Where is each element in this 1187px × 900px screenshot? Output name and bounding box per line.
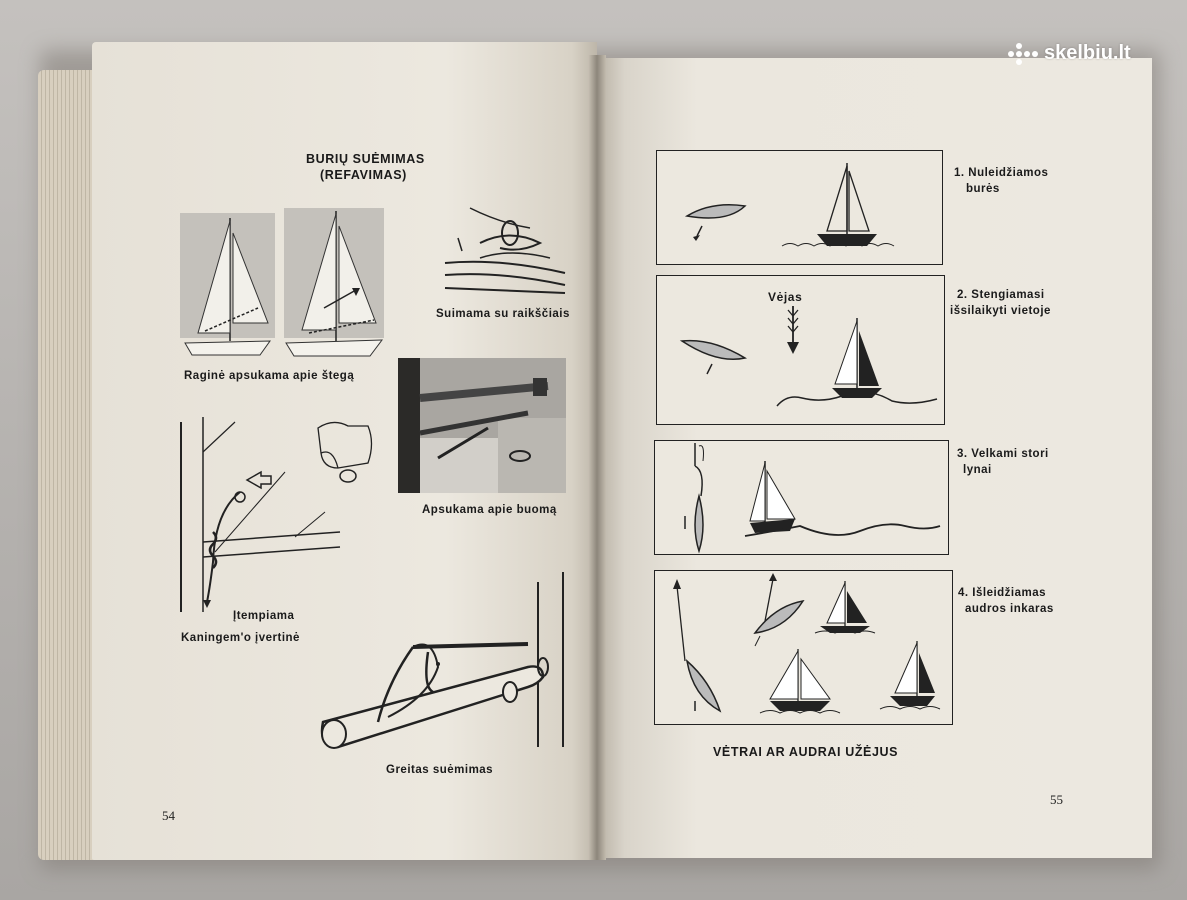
caption-kaningem: Kaningem'o įvertinė: [181, 632, 300, 644]
panel-4-caption-line2: audros inkaras: [965, 603, 1054, 615]
cringle-detail: [313, 418, 378, 493]
caption-greitas: Greitas suėmimas: [386, 764, 494, 776]
panel-3-caption-line2: lynai: [963, 464, 992, 476]
panel-3-caption-line1: 3. Velkami stori: [957, 448, 1049, 460]
wind-label: Vėjas: [768, 290, 803, 304]
right-footer-title: VĖTRAI AR AUDRAI UŽĖJUS: [713, 745, 899, 759]
caption-ragine: Raginė apsukama apie štegą: [184, 370, 355, 382]
caption-itempiama: Įtempiama: [233, 610, 295, 622]
dots-logo-icon: [1008, 43, 1038, 65]
caption-suimama: Suimama su raikščiais: [436, 308, 570, 320]
quick-reef-illustration: [318, 572, 578, 752]
storm-panel-1: [656, 150, 943, 265]
panel-1-caption-line2: burės: [966, 183, 1000, 195]
left-title-line1: BURIŲ SUĖMIMAS: [306, 152, 425, 166]
sail-photo-1: [180, 213, 275, 358]
left-page-number: 54: [162, 808, 175, 823]
book-gutter: [588, 55, 606, 860]
sail-photo-2: [284, 208, 384, 358]
watermark-text: skelbiu.lt: [1044, 42, 1131, 64]
caption-apsukama-buoma: Apsukama apie buomą: [422, 504, 557, 516]
panel-2-caption-line2: išsilaikyti vietoje: [950, 305, 1051, 317]
panel-1-caption-line1: 1. Nuleidžiamos: [954, 167, 1049, 179]
left-title-line2: (REFAVIMAS): [320, 168, 407, 182]
skelbiu-watermark: [1008, 42, 1131, 65]
panel-2-caption-line1: 2. Stengiamasi: [957, 289, 1045, 301]
storm-panel-3: [654, 440, 949, 555]
storm-panel-4: [654, 570, 953, 725]
boom-photo: [398, 358, 566, 493]
reef-points-illustration: [440, 203, 570, 298]
right-page-number: 55: [1050, 792, 1063, 807]
panel-4-caption-line1: 4. Išleidžiamas: [958, 587, 1047, 599]
